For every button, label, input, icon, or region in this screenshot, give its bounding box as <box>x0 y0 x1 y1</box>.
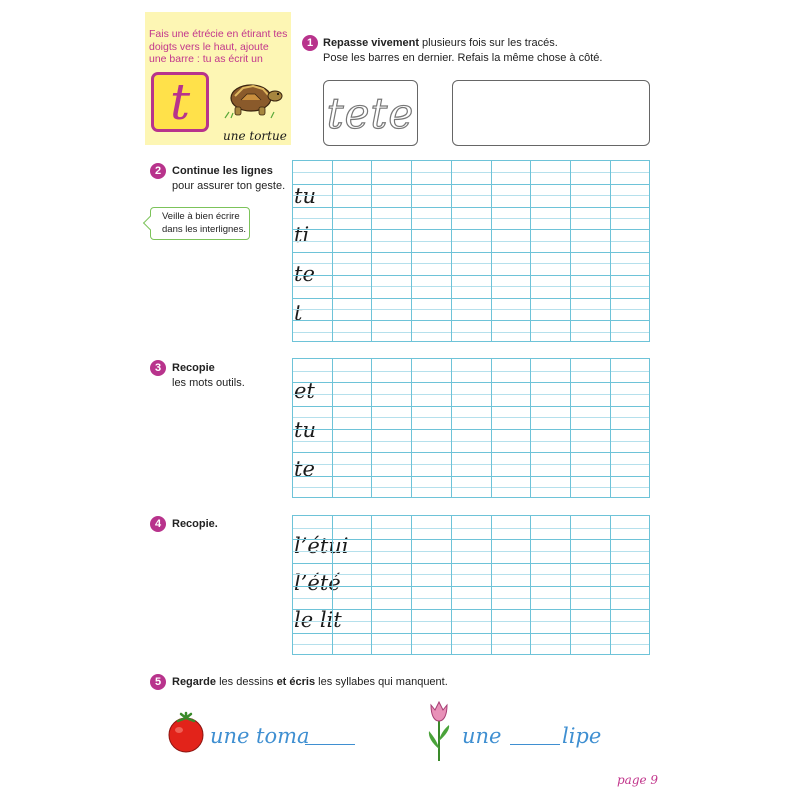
column-line <box>649 516 650 654</box>
guide-line <box>292 539 650 540</box>
column-line <box>292 161 293 341</box>
writing-grid-3[interactable] <box>292 358 650 498</box>
guide-line <box>292 429 650 430</box>
exercise-2-bold: Continue les lignes <box>172 165 273 177</box>
tip-bubble: Veille à bien écrire dans les interlignes. <box>150 207 250 240</box>
writing-grid-2[interactable] <box>292 160 650 342</box>
column-line <box>292 359 293 497</box>
column-line <box>451 359 452 497</box>
column-line <box>530 359 531 497</box>
row-line <box>292 207 650 208</box>
column-line <box>411 161 412 341</box>
answer-blank-1[interactable] <box>305 744 355 745</box>
guide-line <box>292 464 650 465</box>
model-word: le lit <box>294 608 342 632</box>
column-line <box>371 359 372 497</box>
turtle-caption: une tortue <box>223 129 287 143</box>
column-line <box>332 516 333 654</box>
exercise-2-instruction <box>172 164 290 194</box>
exercise-5-instruction <box>172 675 592 690</box>
exercise-1-instruction <box>323 36 653 66</box>
guide-line <box>292 528 650 529</box>
row-line <box>292 252 650 253</box>
guide-line <box>292 644 650 645</box>
guide-line <box>292 275 650 276</box>
guide-line <box>292 598 650 599</box>
row-line <box>292 563 650 564</box>
intro-text: Fais une étrécie en étirant tes doigts vers le haut, ajoute une barre : tu as écrit un <box>149 28 288 65</box>
guide-line <box>292 371 650 372</box>
model-word: te <box>294 457 315 481</box>
answer-blank-2[interactable] <box>510 744 560 745</box>
column-line <box>570 359 571 497</box>
column-line <box>649 161 650 341</box>
exercise-5-bold-1: Regarde <box>172 676 217 688</box>
guide-line <box>292 195 650 196</box>
intro-letter: t <box>169 73 191 131</box>
column-line <box>332 161 333 341</box>
exercise-3-number: 3 <box>150 360 166 376</box>
column-line <box>491 161 492 341</box>
model-word: et <box>294 379 315 403</box>
guide-line <box>292 621 650 622</box>
tomato-picture <box>166 710 206 754</box>
column-line <box>610 359 611 497</box>
column-line <box>371 516 372 654</box>
column-line <box>491 359 492 497</box>
turtle-picture <box>221 74 285 120</box>
column-line <box>570 161 571 341</box>
column-line <box>332 359 333 497</box>
model-word: te <box>294 262 315 286</box>
exercise-3-instruction <box>172 361 290 391</box>
trace-word: tete <box>326 88 415 138</box>
column-line <box>491 516 492 654</box>
guide-line <box>292 574 650 575</box>
guide-line <box>292 382 650 383</box>
writing-grid-4[interactable] <box>292 515 650 655</box>
answer-item-2-article: une <box>462 724 502 748</box>
exercise-1-number: 1 <box>302 35 318 51</box>
guide-line <box>292 417 650 418</box>
column-line <box>451 516 452 654</box>
row-line <box>292 609 650 610</box>
guide-line <box>292 241 650 242</box>
guide-line <box>292 332 650 333</box>
column-line <box>411 516 412 654</box>
exercise-3-bold: Recopie <box>172 362 215 374</box>
guide-line <box>292 633 650 634</box>
guide-line <box>292 551 650 552</box>
exercise-5-end: les syllabes qui manquent. <box>315 676 448 688</box>
copy-box[interactable] <box>452 80 650 146</box>
model-word: l’été <box>294 571 341 595</box>
column-line <box>610 161 611 341</box>
guide-line <box>292 263 650 264</box>
exercise-1-line2: Pose les barres en dernier. Refais la même chose à côté. <box>323 52 603 64</box>
guide-line <box>292 229 650 230</box>
guide-line <box>292 172 650 173</box>
row-line <box>292 298 650 299</box>
guide-line <box>292 309 650 310</box>
letter-card <box>151 72 209 132</box>
tulip-picture <box>424 699 454 763</box>
column-line <box>371 161 372 341</box>
column-line <box>530 161 531 341</box>
page-number: page 9 <box>617 773 659 787</box>
exercise-1-bold: Repasse vivement <box>323 37 419 49</box>
exercise-2-number: 2 <box>150 163 166 179</box>
guide-line <box>292 320 650 321</box>
column-line <box>649 359 650 497</box>
answer-item-1-article: une <box>210 724 250 748</box>
exercise-5-mid: les dessins <box>216 676 277 688</box>
column-line <box>530 516 531 654</box>
guide-line <box>292 286 650 287</box>
answer-item-1-word: toma <box>256 724 310 748</box>
intro-box <box>145 12 291 145</box>
trace-box <box>323 80 418 146</box>
guide-line <box>292 487 650 488</box>
answer-item-2-word: lipe <box>562 724 602 748</box>
column-line <box>610 516 611 654</box>
column-line <box>292 516 293 654</box>
guide-line <box>292 441 650 442</box>
model-word: tu <box>294 418 316 442</box>
model-word: l’étui <box>294 534 349 558</box>
exercise-4-instruction <box>172 517 290 532</box>
column-line <box>451 161 452 341</box>
exercise-2-line2: pour assurer ton geste. <box>172 180 286 192</box>
row-line <box>292 406 650 407</box>
row-line <box>292 452 650 453</box>
guide-line <box>292 184 650 185</box>
model-word: tu <box>294 184 316 208</box>
model-word: t <box>294 301 303 325</box>
exercise-3-line2: les mots outils. <box>172 377 245 389</box>
column-line <box>411 359 412 497</box>
exercise-4-number: 4 <box>150 516 166 532</box>
exercise-5-number: 5 <box>150 674 166 690</box>
exercise-4-bold: Recopie. <box>172 518 218 530</box>
column-line <box>570 516 571 654</box>
guide-line <box>292 586 650 587</box>
guide-line <box>292 476 650 477</box>
exercise-1-line1: plusieurs fois sur les tracés. <box>419 37 558 49</box>
exercise-5-bold-2: et écris <box>276 676 316 688</box>
guide-line <box>292 218 650 219</box>
model-word: ti <box>294 223 310 247</box>
guide-line <box>292 394 650 395</box>
